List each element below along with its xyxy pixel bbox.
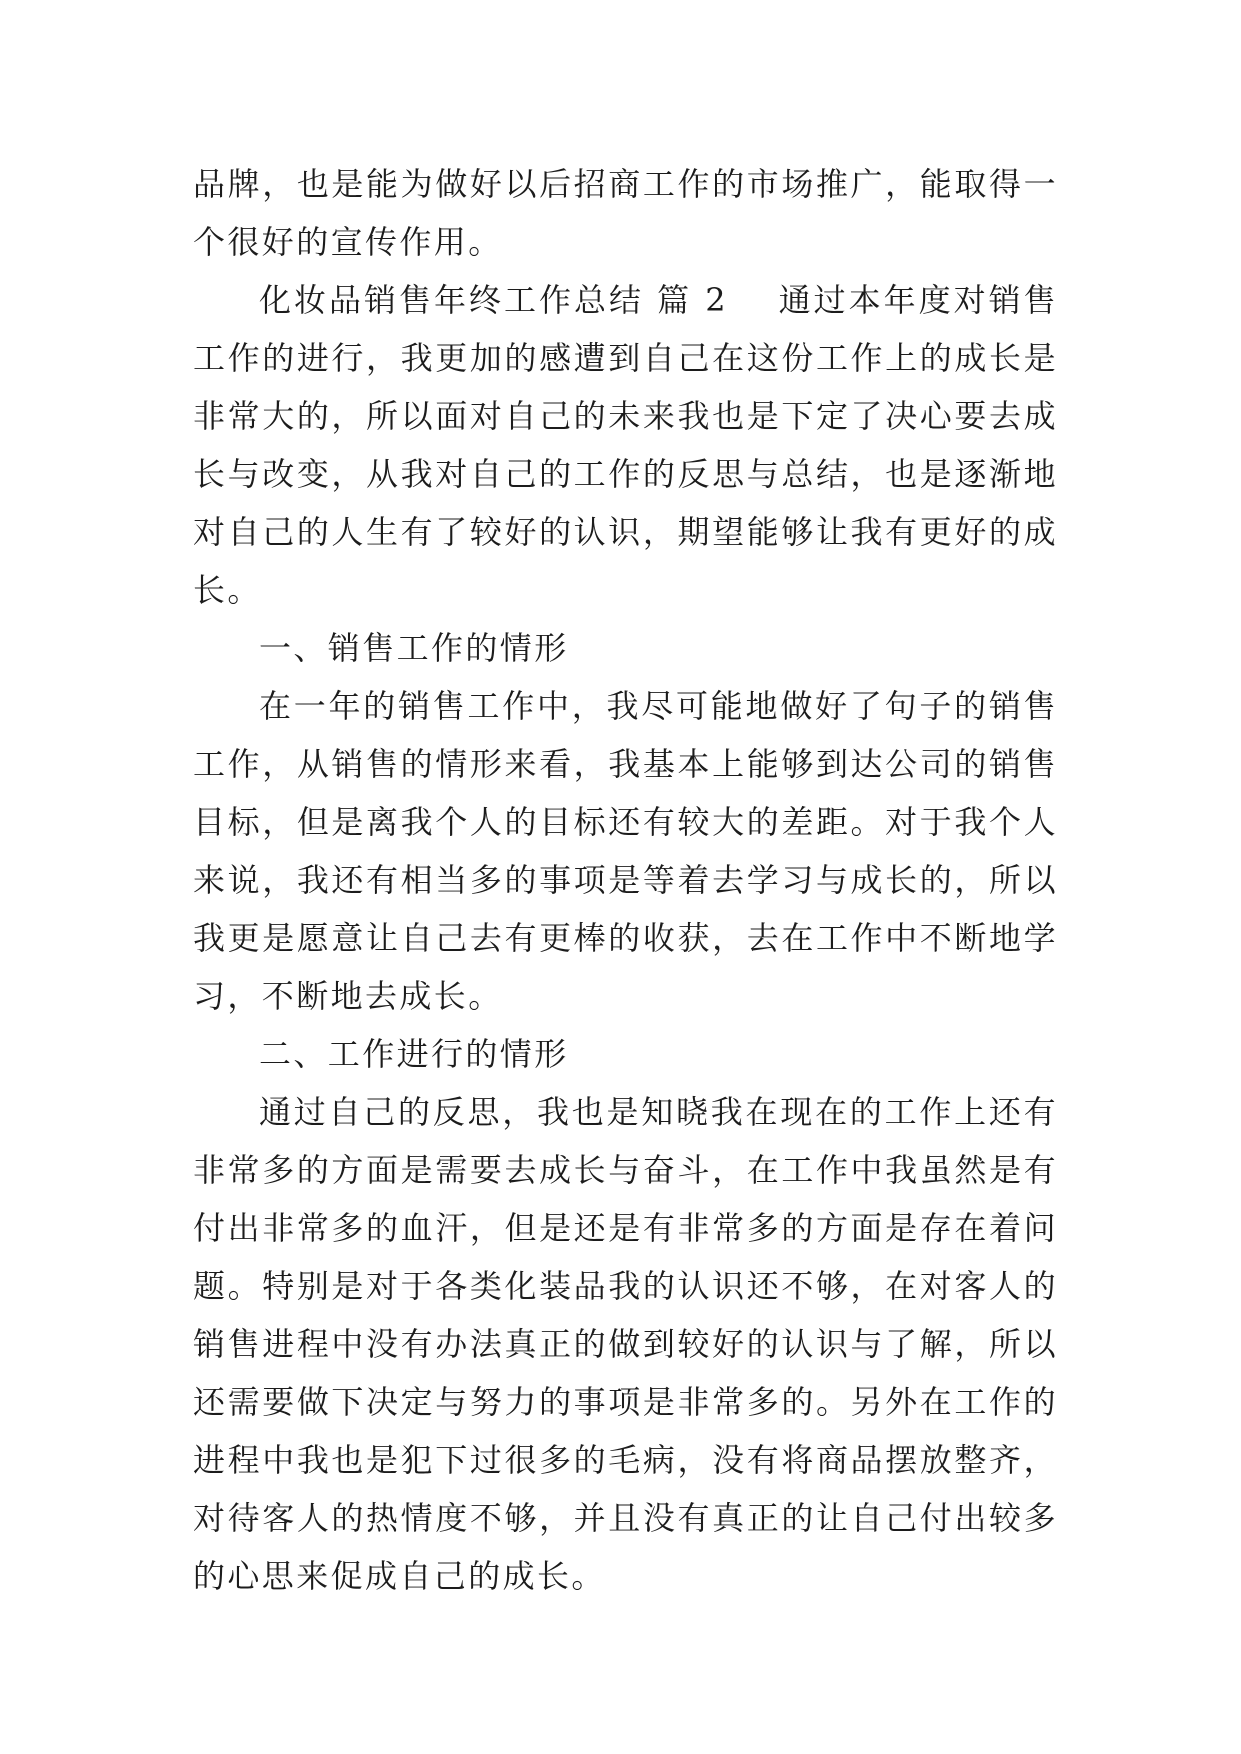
paragraph-work-progress: 通过自己的反思，我也是知晓我在现在的工作上还有非常多的方面是需要去成长与奋斗，在工作中我虽然是有付出非常多的血汗，但是还是有非常多的方面是存在着问题。特别是对于各类化装品我的认识还不够，在对客人的销售进程中没有办法真正的做到较好的认识与了解，所以还需要做下决定与努力的事项是非常多的。另外在工作的进程中我也是犯下过很多的毛病，没有将商品摆放整齐，对待客人的热情度不够，并且没有真正的让自己付出较多的心思来促成自己的成长。: [193, 1093, 1058, 1595]
section-heading-sales: 一、销售工作的情形: [259, 629, 569, 667]
paragraph-article-2-opening: [193, 271, 1058, 619]
article-title: 化妆品销售年终工作总结 篇 2: [259, 281, 729, 319]
paragraph-sales-situation: 在一年的销售工作中，我尽可能地做好了句子的销售工作，从销售的情形来看，我基本上能够到达公司的销售目标，但是离我个人的目标还有较大的差距。对于我个人来说，我还有相当多的事项是等着去学习与成长的，所以我更是愿意让自己去有更棒的收获，去在工作中不断地学习，不断地去成长。: [193, 687, 1058, 1015]
article-2-body: 通过本年度对销售工作的进行，我更加的感遭到自己在这份工作上的成长是非常大的，所以面对自己的未来我也是下定了决心要去成长与改变，从我对自己的工作的反思与总结，也是逐渐地对自己的人生有了较好的认识，期望能够让我有更好的成长。: [193, 281, 1058, 609]
paragraph-intro-continuation: 品牌，也是能为做好以后招商工作的市场推广，能取得一个很好的宣传作用。: [193, 165, 1058, 261]
section-heading-work-progress: 二、工作进行的情形: [259, 1035, 569, 1073]
